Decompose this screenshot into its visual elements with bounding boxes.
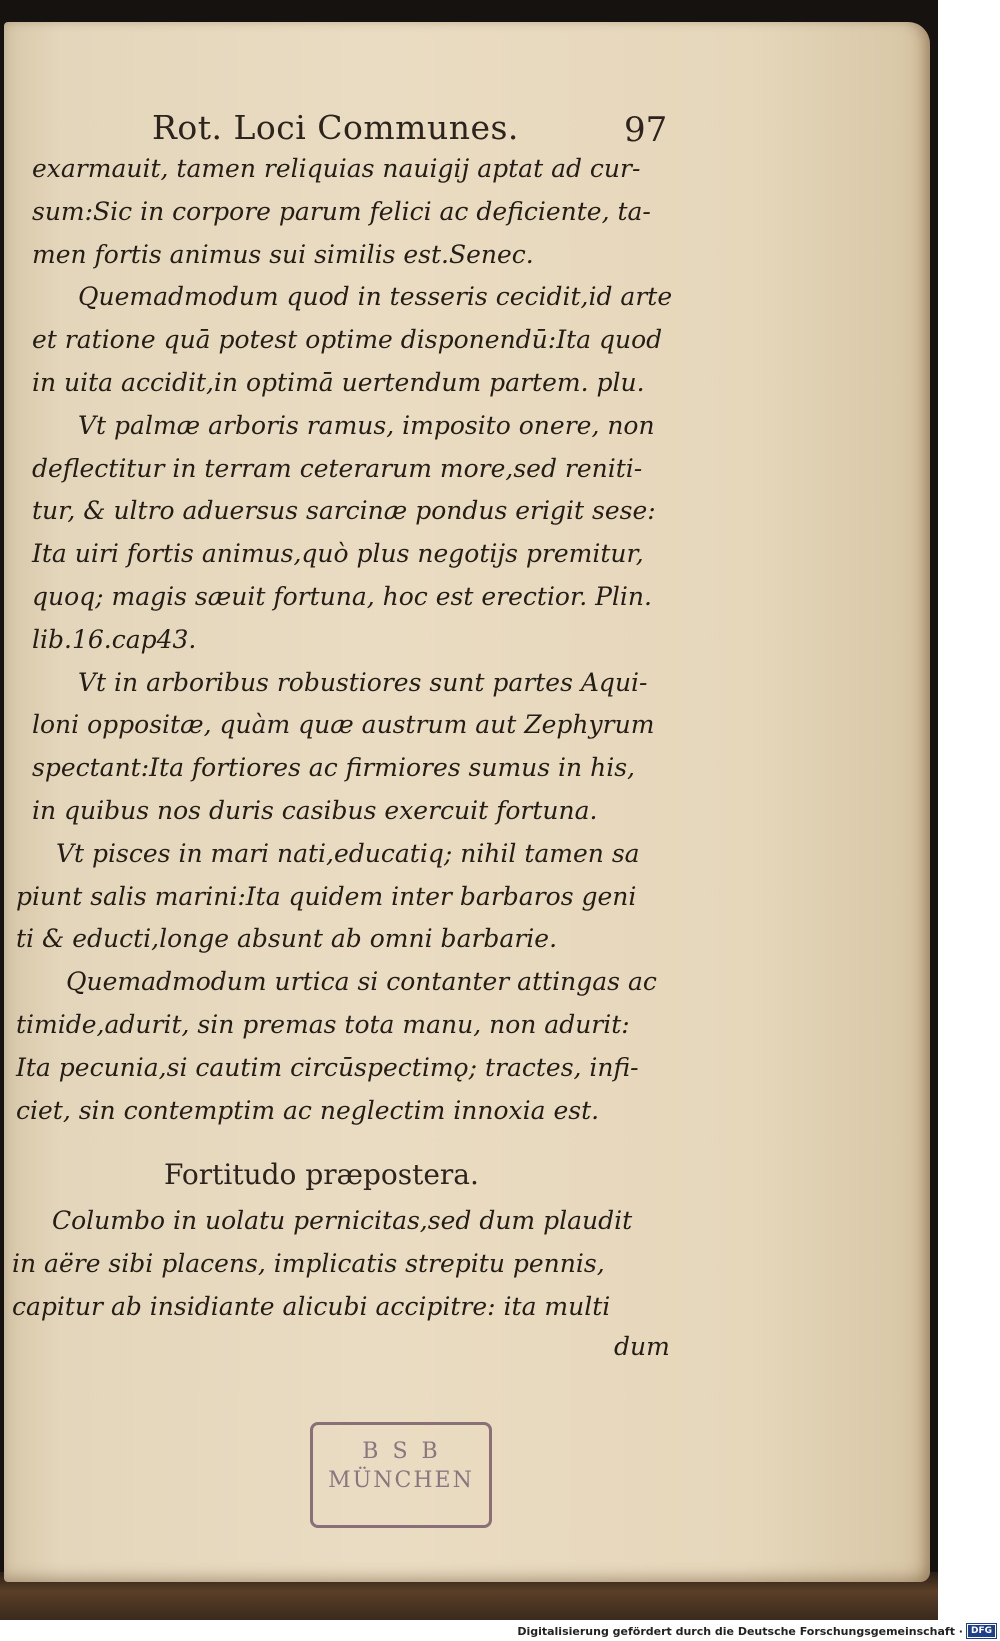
text-line: tur, & ultro aduersus sarcinæ pondus erigit sese: [32, 496, 656, 526]
text-line: Columbo in uolatu pernicitas,sed dum plaudit [52, 1206, 633, 1235]
text-line: lib.16.cap43. [32, 624, 197, 654]
text-line: et ratione quā potest optime disponendū:Ita quod [32, 325, 663, 355]
text-line: sum:Sic in corpore parum felici ac deficiente, ta‑ [32, 196, 651, 226]
text-line: ti & educti,longe absunt ab omni barbarie. [16, 924, 558, 954]
text-line: in uita accidit,in optimā uertendum partem. plu. [32, 367, 645, 397]
text-line: spectant:Ita fortiores ac firmiores sumus in his, [32, 753, 635, 783]
text-line: timide,adurit, sin premas tota manu, non adurit: [16, 1009, 630, 1039]
text-line: capitur ab insidiante alicubi accipitre: ita multi [12, 1291, 611, 1321]
text-line: men fortis animus sui similis est.Senec. [32, 239, 534, 269]
text-line: Vt pisces in mari nati,educatiq; nihil tamen sa [56, 838, 640, 868]
text-line: ciet, sin contemptim ac neglectim innoxia est. [16, 1095, 600, 1125]
stamp-line-2: MÜNCHEN [328, 1468, 474, 1493]
text-line: Vt in arboribus robustiores sunt partes Aqui‑ [78, 667, 648, 697]
text-line: loni oppositæ, quàm quæ austrum aut Zephyrum [32, 710, 655, 740]
text-line: Ita pecunia,si cautim circūspectimǫ; tractes, infi‑ [16, 1052, 639, 1082]
text-line: quoq; magis sæuit fortuna, hoc est erectior. Plin. [32, 581, 652, 611]
text-line: Quemadmodum quod in tesseris cecidit,id arte [78, 282, 673, 312]
text-line: piunt salis marini:Ita quidem inter barbaros geni [16, 881, 637, 911]
running-title: Rot. Loci Communes. [152, 108, 519, 147]
body-text-2 [12, 1200, 702, 1328]
text-line: Quemadmodum urtica si contanter attingas ac [66, 967, 657, 997]
library-stamp [310, 1422, 492, 1528]
page-number: 97 [624, 110, 668, 150]
catchword: dum [614, 1332, 670, 1361]
text-line: Vt palmæ arboris ramus, imposito onere, non [78, 410, 655, 440]
book-page [4, 22, 930, 1582]
section-heading: Fortitudo præpostera. [164, 1158, 479, 1191]
text-line: exarmauit, tamen reliquias nauigij aptat ad cur‑ [32, 154, 641, 183]
digitization-footer [517, 1622, 996, 1640]
text-line: deflectitur in terram ceterarum more,sed reniti‑ [32, 453, 643, 483]
text-line: in aëre sibi placens, implicatis strepitu pennis, [12, 1248, 605, 1278]
dfg-logo-icon: DFG [967, 1624, 996, 1638]
text-line: Ita uiri fortis animus,quò plus negotijs premitur, [32, 539, 644, 569]
footer-text: Digitalisierung gefördert durch die Deutsche Forschungsgemeinschaft · [517, 1624, 963, 1638]
stamp-line-1: BSB [362, 1439, 452, 1464]
body-text [16, 148, 706, 1132]
text-line: in quibus nos duris casibus exercuit fortuna. [32, 795, 598, 825]
